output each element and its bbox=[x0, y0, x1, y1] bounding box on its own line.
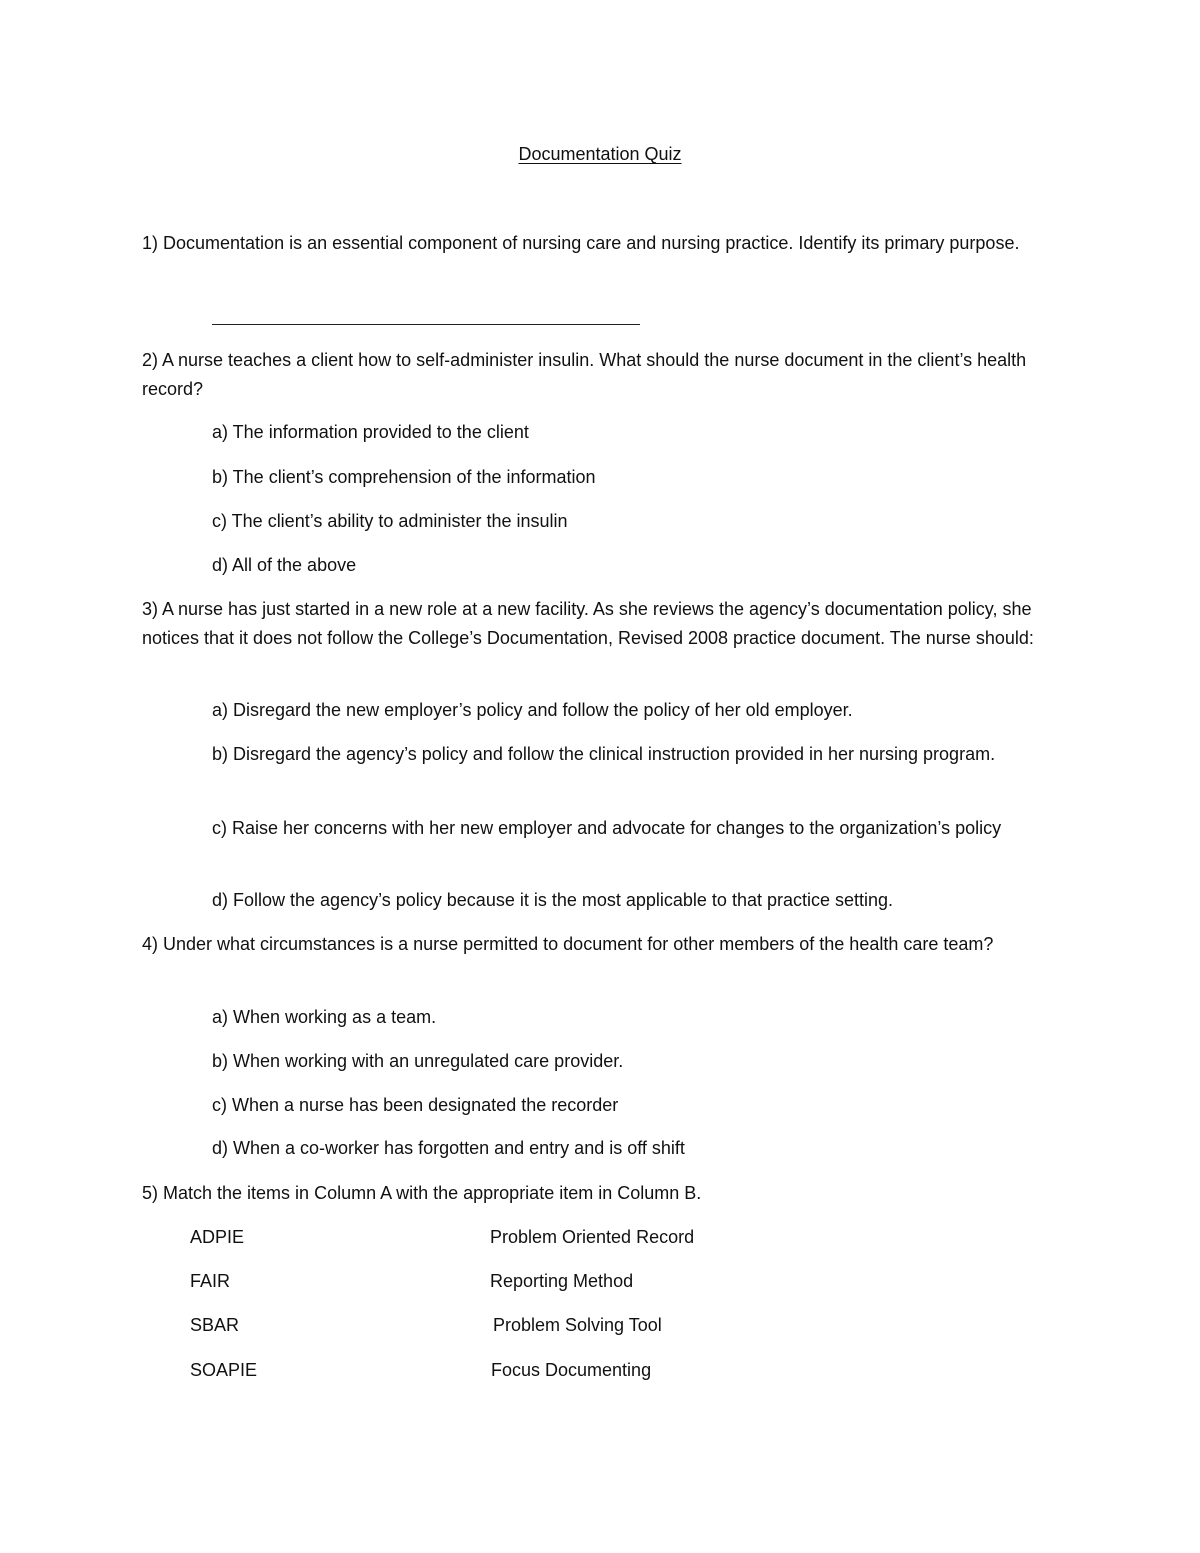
column-a-item: SBAR bbox=[190, 1315, 240, 1335]
question-2-option-d: d) All of the above bbox=[212, 555, 357, 575]
question-4-option-c: c) When a nurse has been designated the recorder bbox=[212, 1095, 619, 1115]
question-4-text: 4) Under what circumstances is a nurse permitted to document for other members of the health care team? bbox=[142, 934, 994, 954]
document-title: Documentation Quiz bbox=[518, 144, 682, 164]
question-2-text: 2) A nurse teaches a client how to self-administer insulin. What should the nurse document in the client’s health record? bbox=[142, 350, 1027, 399]
question-2-option-c: c) The client’s ability to administer the insulin bbox=[212, 511, 568, 531]
column-a-item: SOAPIE bbox=[190, 1360, 258, 1380]
question-1-answer-line bbox=[212, 324, 640, 325]
question-4-option-b: b) When working with an unregulated care provider. bbox=[212, 1051, 624, 1071]
question-3-option-b: b) Disregard the agency’s policy and follow the clinical instruction provided in her nursing program. bbox=[212, 744, 996, 764]
question-3-option-d: d) Follow the agency’s policy because it is the most applicable to that practice setting. bbox=[212, 890, 894, 910]
question-3-option-a: a) Disregard the new employer’s policy and follow the policy of her old employer. bbox=[212, 700, 853, 720]
question-2-option-b: b) The client’s comprehension of the information bbox=[212, 467, 596, 487]
column-b-item: Focus Documenting bbox=[491, 1360, 652, 1380]
question-3-text: 3) A nurse has just started in a new role at a new facility. As she reviews the agency’s documentation policy, she notices that it does not follow the College’s Documentation, Revised 2008 practice document. The nurse should: bbox=[142, 599, 1034, 648]
question-2-option-a: a) The information provided to the client bbox=[212, 422, 529, 442]
question-5-text: 5) Match the items in Column A with the appropriate item in Column B. bbox=[142, 1183, 702, 1203]
column-b-item: Problem Solving Tool bbox=[493, 1315, 662, 1335]
question-3-option-c: c) Raise her concerns with her new employer and advocate for changes to the organization’s policy bbox=[212, 818, 1002, 838]
column-b-item: Reporting Method bbox=[490, 1271, 634, 1291]
question-4-option-a: a) When working as a team. bbox=[212, 1007, 437, 1027]
question-1-text: 1) Documentation is an essential component of nursing care and nursing practice. Identify its primary purpose. bbox=[142, 233, 1020, 253]
column-b-item: Problem Oriented Record bbox=[490, 1227, 695, 1247]
column-a-item: FAIR bbox=[190, 1271, 231, 1291]
column-a-item: ADPIE bbox=[190, 1227, 245, 1247]
question-4-option-d: d) When a co-worker has forgotten and entry and is off shift bbox=[212, 1138, 685, 1158]
